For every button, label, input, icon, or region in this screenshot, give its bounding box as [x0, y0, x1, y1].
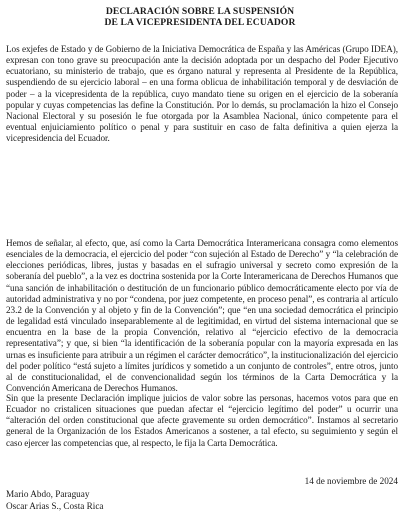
signatory: Oscar Arias S., Costa Rica: [6, 501, 104, 511]
signatory: Mario Abdo, Paraguay: [6, 489, 90, 499]
document-title-line1: DECLARACIÓN SOBRE LA SUSPENSIÓN: [105, 6, 295, 17]
declaration-date: 14 de noviembre de 2024: [304, 476, 398, 486]
document-title-line2: DE LA VICEPRESIDENTA DEL ECUADOR: [104, 17, 296, 28]
paragraph-closing: Sin que la presente Declaración implique juicios de valor sobre las personas, hacemos votos para que en Ecuador no cristalicen situaciones que puedan afectar el “ejercicio legítimo del poder” u ocurrir una “alteración del orden constitucional que afecte gravemente su orden democrático”. Instamos al secretario general de la Organización de los Estados Americanos a sostener, a tal efecto, su seguimiento y según el caso ejercer las competencias que, al respecto, le fija la Carta Democrática.: [6, 393, 398, 448]
paragraph-intro: Los exjefes de Estado y de Gobierno de la Iniciativa Democrática de España y las Américas (Grupo IDEA), expresan con tono grave su preocupación ante la decisión adoptada por un despacho del Poder Ejecutivo ecuatoriano, su ministerio de trabajo, que es órgano natural y representa al Presidente de la República, suspendiendo de su ejercicio laboral – en una forma oblicua de inhabilitación temporal y de desviación de poder – a la vicepresidenta de la república, cuyo mandato tiene su origen en el ejercicio de la soberanía popular y cuyas competencias las define la Constitución. Por lo demás, su proclamación la hizo el Consejo Nacional Electoral y su posesión le fue otorgada por la Asamblea Nacional, único competente para el eventual enjuiciamiento político o penal y para sustituir en caso de falta definitiva a quien ejerza la vicepresidencia del Ecuador.: [6, 44, 398, 144]
paragraph-legal-basis: Hemos de señalar, al efecto, que, así como la Carta Democrática Interamericana consagra como elementos esenciales de la democracia, el ejercicio del poder “con sujeción al Estado de Derecho” y “la celebración de elecciones periódicas, libres, justas y basadas en el sufragio universal y secreto como expresión de la soberanía del pueblo”, a la vez es doctrina sostenida por la Corte Interamericana de Derechos Humanos que “una sanción de inhabilitación o destitución de un funcionario público democráticamente electo por vía de autoridad administrativa y no por “condena, por juez competente, en proceso penal”, es contraria al artículo 23.2 de la Convención y al objeto y fin de la Convención”; que “en una sociedad democrática el principio de legalidad está vinculado inseparablemente al de legitimidad, en virtud del sistema internacional que se encuentra en la base de la propia Convención, relativo al “ejercicio efectivo de la democracia representativa”; y que, si bien “la identificación de la soberanía popular con la mayoría expresada en las urnas es insuficiente para atribuir a un régimen el carácter democrático”, la institucionalización del ejercicio del poder político “está sujeto a límites jurídicos y sometido a un conjunto de controles”, entre otros, junto al de constitucionalidad, el de convencionalidad según los términos de la Carta Democrática y la Convención Americana de Derechos Humanos.: [6, 238, 398, 394]
